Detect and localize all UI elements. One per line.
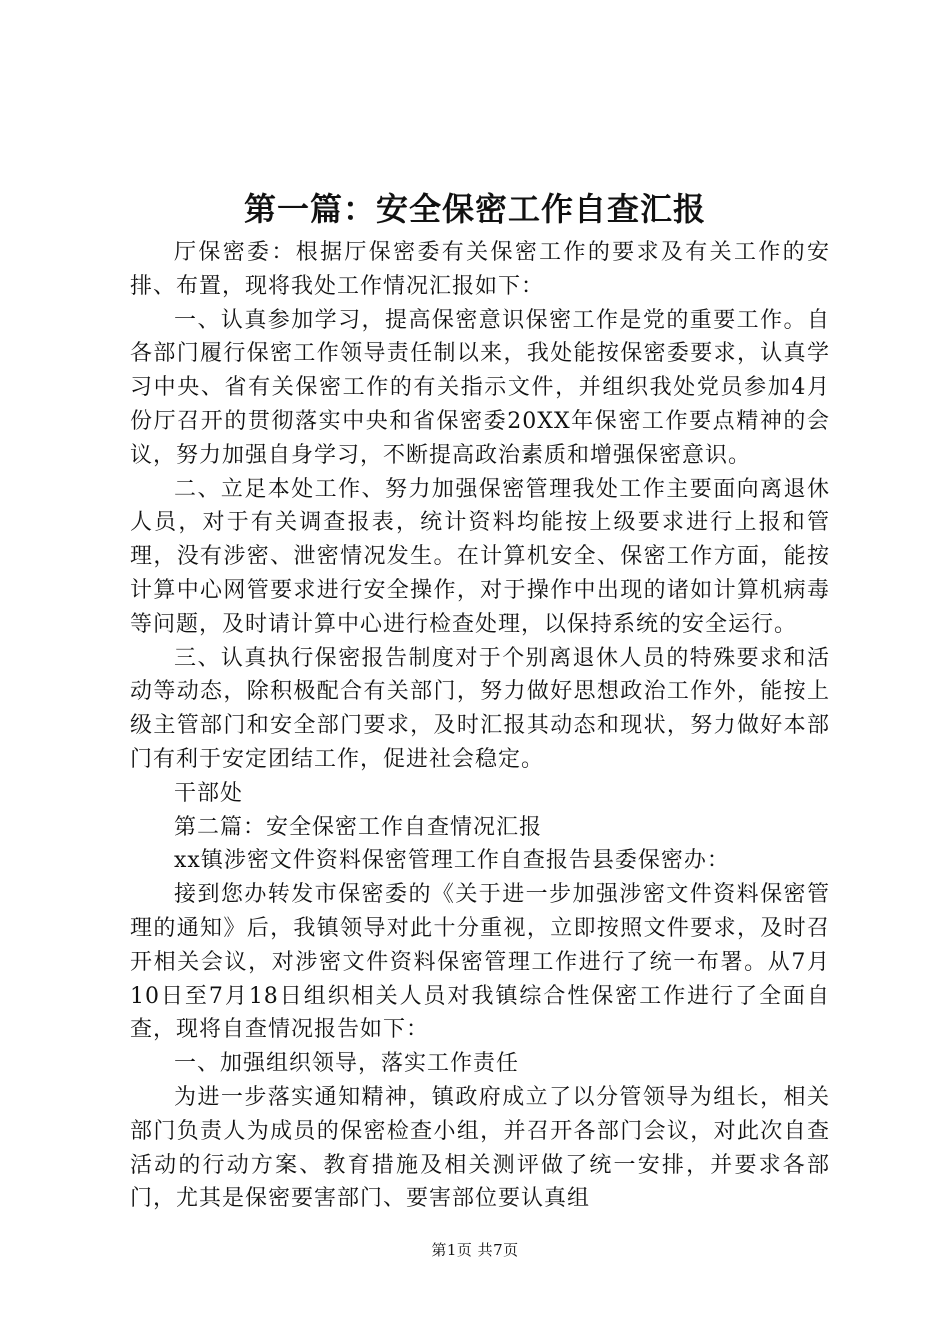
- paragraph-intro: 厅保密委：根据厅保密委有关保密工作的要求及有关工作的安排、布置，现将我处工作情况汇报如下：: [130, 240, 830, 299]
- page-number-footer: 第1页 共7页: [431, 1241, 519, 1259]
- paragraph-leadership: 为进一步落实通知精神，镇政府成立了以分管领导为组长，相关部门负责人为成员的保密检查小组，并召开各部门会议，对此次自查活动的行动方案、教育措施及相关测评做了统一安排，并要求各部门，尤其是保密要害部门、要害部位要认真组: [130, 1084, 830, 1212]
- document-body: [130, 236, 830, 1216]
- paragraph-section-1: 一、认真参加学习，提高保密意识保密工作是党的重要工作。自各部门履行保密工作领导责任制以来，我处能按保密委要求，认真学习中央、省有关保密工作的有关指示文件，并组织我处党员参加4月份厅召开的贯彻落实中央和省保密委20XX年保密工作要点精神的会议，努力加强自身学习，不断提高政治素质和增强保密意识。: [130, 307, 830, 468]
- paragraph-section-3: 三、认真执行保密报告制度对于个别离退休人员的特殊要求和活动等动态，除积极配合有关部门，努力做好思想政治工作外，能按上级主管部门和安全部门要求，及时汇报其动态和现状，努力做好本部门有利于安定团结工作，促进社会稳定。: [130, 645, 830, 772]
- document-title: 第一篇：安全保密工作自查汇报: [243, 190, 706, 228]
- paragraph-subheading: 一、加强组织领导，落实工作责任: [174, 1051, 520, 1077]
- paragraph-signature: 干部处: [174, 780, 244, 806]
- paragraph-section-2: 二、立足本处工作、努力加强保密管理我处工作主要面向离退休人员，对于有关调查报表，统计资料均能按上级要求进行上报和管理，没有涉密、泄密情况发生。在计算机安全、保密工作方面，能按计算中心网管要求进行安全操作，对于操作中出现的诸如计算机病毒等问题，及时请计算中心进行检查处理，以保持系统的安全运行。: [130, 476, 830, 637]
- paragraph-second-title: 第二篇：安全保密工作自查情况汇报: [174, 814, 543, 840]
- paragraph-report-heading: xx镇涉密文件资料保密管理工作自查报告县委保密办：: [174, 848, 730, 874]
- paragraph-report-body: 接到您办转发市保密委的《关于进一步加强涉密文件资料保密管理的通知》后，我镇领导对此十分重视，立即按照文件要求，及时召开相关会议，对涉密文件资料保密管理工作进行了统一布署。从7月10日至7月18日组织相关人员对我镇综合性保密工作进行了全面自查，现将自查情况报告如下：: [130, 882, 830, 1043]
